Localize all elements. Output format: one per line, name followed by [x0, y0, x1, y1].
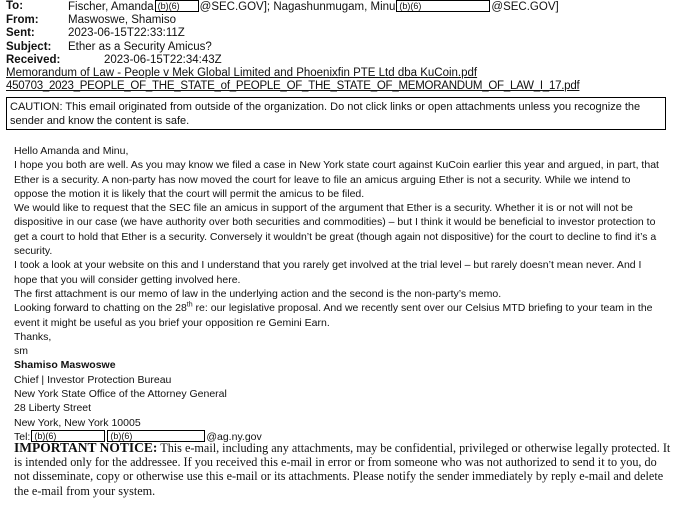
paragraph-5-start: Looking forward to chatting on the 28	[14, 302, 187, 315]
redaction-box: (b)(6)	[396, 0, 490, 12]
redaction-box: (b)(6)	[31, 430, 105, 442]
tel-label: Tel:	[14, 430, 31, 443]
important-notice	[14, 441, 674, 498]
subject-row	[6, 41, 676, 54]
ordinal-suffix: th	[186, 301, 193, 309]
attachment-link-1[interactable]: Memorandum of Law - People v Mek Global Limited and Phoenixfin PTE Ltd dba KuCoin.pdf	[6, 67, 478, 80]
sent-row	[6, 27, 676, 40]
from-label: From:	[6, 14, 39, 27]
paragraph-3: I took a look at your website on this and I understand that you rarely get involved at the trial level – but rarely doesn’t mean never. And I hope that you will consider getting involved here.	[14, 259, 642, 286]
signature-title: Chief | Investor Protection Bureau	[14, 373, 172, 386]
redaction-box: (b)(6)	[155, 0, 199, 12]
received-value: 2023-06-15T22:34:43Z	[104, 53, 222, 66]
email-body	[14, 144, 664, 444]
subject-value: Ether as a Security Amicus?	[68, 40, 212, 53]
to-label: To:	[6, 0, 24, 12]
sent-label: Sent:	[6, 27, 35, 40]
caution-banner: CAUTION: This email originated from outside of the organization. Do not click links or open attachments unless you recognize the sender and know the content is safe.	[6, 97, 666, 130]
paragraph-2: We would like to request that the SEC file an amicus in support of the argument that Ether is a security. Whether it is or not will not be dispositive in our case (we have authority over both securities and commodities) – but I think it would be beneficial to investor protection to get a court to hold that Ether is a security. Conversely it wouldn’t be great (though again not dispositive) for the court to decline to find it’s a security.	[14, 202, 657, 258]
sent-value: 2023-06-15T22:33:11Z	[68, 27, 185, 40]
signature-org: New York State Office of the Attorney General	[14, 388, 227, 401]
redaction-box: (b)(6)	[107, 430, 205, 442]
paragraph-5-end: re: our legislative proposal. And we recently sent over our Celsius MTD briefing to your team in the event it might be useful as you brief your opposition re Gemini Earn.	[14, 302, 653, 329]
to-row	[6, 0, 676, 14]
signature-name: Shamiso Maswoswe	[14, 359, 116, 372]
attachment-link-2[interactable]: 450703_2023_PEOPLE_OF_THE_STATE_of_PEOPLE_OF_THE_STATE_OF_MEMORANDUM_OF_LAW_I_17.pdf	[6, 80, 580, 93]
from-value: Maswoswe, Shamiso	[68, 14, 177, 27]
paragraph-4: The first attachment is our memo of law in the underlying action and the second is the non-party’s memo.	[14, 287, 502, 300]
email-header	[6, 0, 676, 93]
initials: sm	[14, 345, 28, 358]
notice-title: IMPORTANT NOTICE:	[14, 440, 158, 455]
paragraph-1: I hope you both are well. As you may know we filed a case in New York state court against KuCoin earlier this year and argued, in part, that Ether is a security. A non-party has now moved the court for leave to file an amicus arguing Ether is not a security. While we intend to oppose the motion it is likely that the court will permit the amicus to be filed.	[14, 159, 659, 200]
signature-address-1: 28 Liberty Street	[14, 402, 92, 415]
subject-label: Subject:	[6, 40, 52, 53]
to-value	[68, 0, 559, 14]
paragraph-5	[14, 301, 664, 330]
greeting: Hello Amanda and Minu,	[14, 145, 129, 157]
attachment-row-2	[6, 80, 676, 93]
signature-address-2: New York, New York 10005	[14, 416, 141, 429]
received-row	[6, 54, 676, 67]
from-row	[6, 14, 676, 27]
to-name-1: Fischer, Amanda	[68, 1, 154, 13]
notice-text: This e-mail, including any attachments, may be confidential, privileged or otherwise legally protected. It is intended only for the addressee. If you received this e-mail in error or from someone who was not authorized to send it to you, do not disseminate, copy or otherwise use this e-mail or its attachments. Please notify the sender immediately by reply e-mail and delete the e-mail from your system.	[14, 441, 671, 498]
attachment-row-1	[6, 67, 676, 80]
email-domain: @ag.ny.gov	[206, 430, 262, 443]
sign-off: Thanks,	[14, 330, 52, 343]
to-domain-2: @SEC.GOV]	[491, 1, 559, 13]
to-middle: @SEC.GOV]; Nagashunmugam, Minu	[199, 1, 396, 13]
received-label: Received:	[6, 53, 61, 66]
